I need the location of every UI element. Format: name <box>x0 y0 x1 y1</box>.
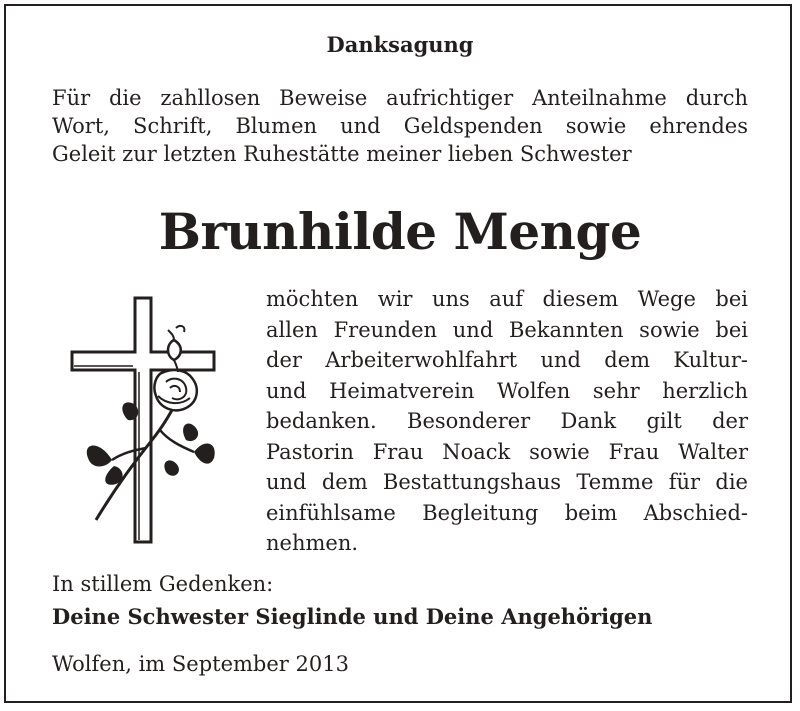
body-line: Pastorin Frau Noack sowie Frau Walter <box>266 439 748 464</box>
signature-line: Deine Schwester Sieglinde und Deine Angehörigen <box>52 604 653 629</box>
intro-line: Wort, Schrift, Blumen und Geldspenden sowie ehrendes <box>52 114 748 138</box>
body-line: der Arbeiterwohlfahrt und dem Kultur- <box>266 348 748 372</box>
body-line: nehmen. <box>266 531 359 555</box>
body-line: und Heimatverein Wolfen sehr herzlich <box>266 378 748 403</box>
closing-line: In stillem Gedenken: <box>52 572 274 596</box>
intro-line: Für die zahllosen Beweise aufrichtiger Anteilnahme durch <box>52 86 748 110</box>
body-line: möchten wir uns auf diesem Wege bei <box>266 287 748 311</box>
deceased-name: Brunhilde Menge <box>158 202 642 261</box>
intro-line: Geleit zur letzten Ruhestätte meiner lieben Schwester <box>52 142 632 166</box>
body-line: allen Freunden und Bekannten sowie bei <box>266 317 748 342</box>
place-date: Wolfen, im September 2013 <box>52 652 349 676</box>
body-paragraph <box>266 284 748 559</box>
cross-with-rose-icon <box>62 290 222 546</box>
intro-paragraph <box>52 84 748 168</box>
body-line: und dem Bestattungshaus Temme für die <box>266 470 748 494</box>
notice-heading: Danksagung <box>326 32 474 57</box>
body-line: einfühlsame Begleitung beim Abschied- <box>266 500 748 525</box>
body-line: bedanken. Besonderer Dank gilt der <box>266 409 748 433</box>
